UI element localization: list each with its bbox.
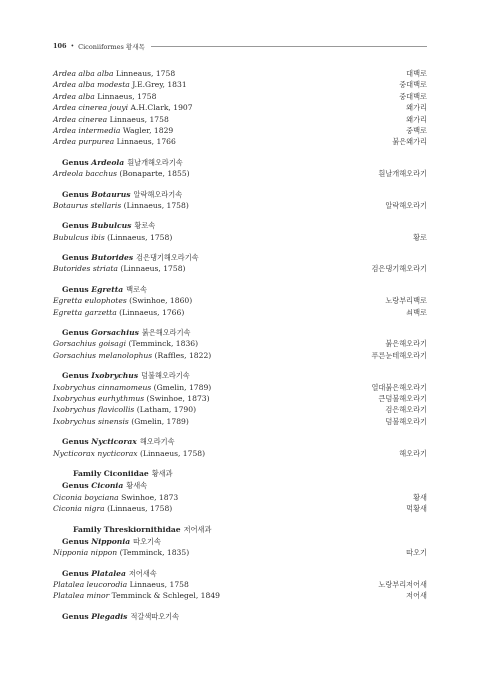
species-author: (Swinhoe, 1873) [146, 393, 210, 403]
species-korean-name: 해오라기 [399, 448, 427, 458]
species-name: Ardea purpurea [53, 137, 115, 147]
genus-korean: 덤불해오라기속 [141, 371, 190, 381]
species-korean-name: 저어새 [406, 591, 427, 601]
species-entry [53, 416, 189, 427]
genus-korean: 적갈색따오기속 [130, 611, 180, 621]
species-row [53, 125, 427, 136]
species-row [53, 579, 427, 590]
species-author: (Gmelin, 1789) [131, 416, 189, 426]
species-row [53, 448, 427, 459]
species-entry [53, 114, 169, 125]
genus-heading [53, 220, 427, 231]
species-name: Ciconia boyciana [53, 492, 119, 502]
genus-name: Platalea [91, 568, 126, 578]
species-row [53, 404, 427, 415]
genus-prefix: Genus [62, 253, 89, 263]
species-author: (Linnaeus, 1758) [120, 264, 186, 274]
genus-heading [53, 568, 427, 579]
species-row [53, 307, 427, 318]
species-author: Swinhoe, 1873 [121, 492, 179, 502]
genus-prefix: Genus [62, 189, 89, 199]
species-korean-name: 알락해오라기 [385, 200, 427, 210]
species-row [53, 295, 427, 306]
species-author: (Linnaeus, 1758) [107, 232, 173, 242]
species-author: Linnaeus, 1758 [129, 580, 189, 590]
species-korean-name: 노랑부리백로 [385, 296, 427, 306]
species-row [53, 382, 427, 393]
genus-korean: 해오라기속 [139, 437, 175, 447]
genus-heading [53, 252, 427, 263]
genus-heading [53, 370, 427, 381]
genus-korean: 저어새속 [128, 568, 157, 578]
species-row [53, 263, 427, 274]
species-entry [53, 448, 205, 459]
species-name: Butorides striata [53, 264, 118, 274]
genus-name: Nipponia [91, 536, 131, 546]
species-entry [53, 382, 211, 393]
species-korean-name: 왜가리 [406, 103, 427, 113]
species-list [53, 68, 427, 622]
genus-name: Egretta [91, 284, 124, 294]
species-author: (Latham, 1790) [136, 405, 197, 415]
species-author: (Raffles, 1822) [154, 350, 212, 360]
genus-name: Plegadis [91, 611, 128, 621]
species-entry [53, 168, 190, 179]
species-row [53, 503, 427, 514]
species-row [53, 338, 427, 349]
species-korean-name: 중대백로 [399, 91, 427, 101]
family-name: Family Ciconiidae [73, 468, 149, 478]
genus-heading [53, 157, 427, 168]
genus-korean: 황로속 [134, 221, 156, 231]
species-row [53, 168, 427, 179]
species-entry [53, 102, 193, 113]
genus-prefix: Genus [62, 611, 89, 621]
species-korean-name: 대백로 [406, 69, 427, 78]
genus-korean: 백로속 [126, 284, 148, 294]
species-name: Gorsachius goisagi [53, 339, 127, 349]
species-name: Ardea cinerea [53, 114, 108, 124]
species-korean-name: 검은댕기해오라기 [371, 264, 427, 274]
species-row [53, 91, 427, 102]
species-entry [53, 350, 211, 361]
genus-name: Botaurus [91, 189, 131, 199]
species-entry [53, 338, 198, 349]
species-entry [53, 590, 220, 601]
running-header [53, 40, 427, 52]
species-row [53, 492, 427, 503]
species-entry [53, 492, 178, 503]
species-korean-name: 붉은해오라기 [385, 339, 427, 349]
species-korean-name: 황새 [413, 492, 427, 502]
genus-korean: 황새속 [126, 481, 148, 491]
species-entry [53, 125, 173, 136]
genus-prefix: Genus [62, 568, 89, 578]
species-author: (Temminck, 1836) [128, 339, 199, 349]
species-entry [53, 200, 189, 211]
species-row [53, 136, 427, 147]
genus-korean: 흰날개해오라기속 [127, 157, 183, 167]
species-row [53, 232, 427, 243]
species-korean-name: 열대붉은해오라기 [371, 382, 427, 392]
species-korean-name: 황로 [413, 232, 427, 242]
species-name: Gorsachius melanolophus [53, 350, 153, 360]
species-entry [53, 232, 172, 243]
species-author: Linnaeus, 1758 [97, 91, 157, 101]
species-author: Linnaeus, 1758 [109, 114, 169, 124]
species-row [53, 547, 427, 558]
genus-name: Nycticorax [91, 437, 137, 447]
species-author: (Bonaparte, 1855) [119, 169, 190, 179]
species-entry [53, 393, 210, 404]
species-entry [53, 91, 156, 102]
genus-korean: 붉은해오라기속 [141, 328, 191, 338]
species-name: Ardea intermedia [53, 125, 121, 135]
genus-prefix: Genus [62, 371, 89, 381]
species-entry [53, 68, 175, 79]
species-korean-name: 먹황새 [406, 504, 427, 514]
species-author: (Linnaeus, 1766) [119, 307, 185, 317]
species-name: Ixobrychus cinnamomeus [53, 382, 152, 392]
species-entry [53, 136, 176, 147]
species-name: Egretta garzetta [53, 307, 117, 317]
species-korean-name: 검은해오라기 [385, 405, 427, 415]
species-author: (Linnaeus, 1758) [139, 448, 206, 458]
species-korean-name: 따오기 [406, 548, 427, 558]
species-author: Linnaeus, 1766 [116, 137, 176, 147]
family-korean: 황새과 [151, 468, 173, 478]
genus-heading [53, 284, 427, 295]
family-heading [53, 468, 427, 479]
species-row [53, 350, 427, 361]
species-korean-name: 노랑부리저어새 [378, 580, 427, 590]
genus-prefix: Genus [62, 157, 89, 167]
family-name: Family Threskiornithidae [73, 524, 181, 534]
species-name: Bubulcus ibis [53, 232, 105, 242]
species-row [53, 68, 427, 79]
species-author: Temminck & Schlegel, 1849 [111, 591, 220, 601]
species-entry [53, 263, 186, 274]
species-name: Platalea leucorodia [53, 580, 128, 590]
species-author: (Temminck, 1835) [119, 548, 190, 558]
species-name: Ardea alba modesta [53, 80, 130, 90]
species-name: Nycticorax nycticorax [53, 448, 138, 458]
genus-name: Butorides [91, 253, 134, 263]
genus-prefix: Genus [62, 221, 89, 231]
species-entry [53, 547, 189, 558]
species-row [53, 114, 427, 125]
species-row [53, 590, 427, 601]
genus-name: Ixobrychus [91, 371, 139, 381]
species-author: (Gmelin, 1789) [153, 382, 212, 392]
species-name: Egretta eulophotes [53, 296, 127, 306]
genus-name: Ardeola [91, 157, 125, 167]
species-korean-name: 흰날개해오라기 [378, 169, 427, 179]
species-row [53, 393, 427, 404]
family-heading [53, 524, 427, 535]
species-entry [53, 307, 184, 318]
species-name: Ardeola bacchus [53, 169, 117, 179]
family-korean: 저어새과 [183, 524, 212, 534]
species-name: Ardea cinerea jouyi [53, 103, 129, 113]
genus-heading [53, 327, 427, 338]
species-name: Ixobrychus flavicollis [53, 405, 135, 415]
species-author: (Swinhoe, 1860) [129, 296, 193, 306]
genus-korean: 검은댕기해오라기속 [136, 253, 199, 263]
genus-prefix: Genus [62, 481, 89, 491]
species-name: Ardea alba alba [53, 69, 114, 78]
species-name: Platalea minor [53, 591, 110, 601]
species-korean-name: 쇠백로 [406, 307, 427, 317]
genus-heading [53, 611, 427, 622]
genus-korean: 알락해오라기속 [133, 189, 183, 199]
species-row [53, 200, 427, 211]
species-name: Ardea alba [53, 91, 95, 101]
species-korean-name: 붉은왜가리 [392, 137, 427, 147]
genus-name: Bubulcus [91, 221, 132, 231]
species-name: Nipponia nippon [53, 548, 118, 558]
species-korean-name: 중대백로 [399, 80, 427, 90]
species-author: A.H.Clark, 1907 [130, 103, 193, 113]
genus-korean: 따오기속 [133, 536, 161, 546]
species-name: Ixobrychus sinensis [53, 416, 129, 426]
species-entry [53, 503, 172, 514]
species-korean-name: 덤불해오라기 [385, 416, 427, 426]
header-rule [151, 46, 427, 47]
species-korean-name: 왜가리 [406, 114, 427, 124]
species-entry [53, 404, 196, 415]
species-korean-name: 중백로 [406, 125, 427, 135]
header-title: Ciconiiformes 황새목 [78, 42, 145, 51]
page-number: 106 [53, 42, 67, 50]
species-author: J.E.Grey, 1831 [132, 80, 187, 90]
genus-name: Ciconia [91, 481, 124, 491]
species-korean-name: 큰덤불해오라기 [378, 393, 427, 403]
genus-prefix: Genus [62, 328, 89, 338]
species-name: Ciconia nigra [53, 504, 105, 514]
species-entry [53, 79, 187, 90]
species-name: Ixobrychus eurhythmus [53, 393, 145, 403]
species-row [53, 102, 427, 113]
species-row [53, 79, 427, 90]
species-entry [53, 579, 189, 590]
species-korean-name: 푸른눈테해오라기 [371, 350, 427, 360]
header-bullet: • [70, 42, 75, 50]
genus-heading [53, 189, 427, 200]
species-author: Wagler, 1829 [122, 125, 174, 135]
genus-heading [53, 436, 427, 447]
species-author: (Linnaeus, 1758) [123, 200, 189, 210]
species-author: Linneaus, 1758 [115, 69, 176, 78]
genus-prefix: Genus [62, 437, 89, 447]
species-name: Botaurus stellaris [53, 200, 122, 210]
species-row [53, 416, 427, 427]
genus-heading [53, 536, 427, 547]
species-entry [53, 295, 192, 306]
species-author: (Linnaeus, 1758) [107, 504, 173, 514]
genus-prefix: Genus [62, 536, 89, 546]
genus-name: Gorsachius [91, 328, 139, 338]
genus-heading [53, 480, 427, 491]
genus-prefix: Genus [62, 284, 89, 294]
